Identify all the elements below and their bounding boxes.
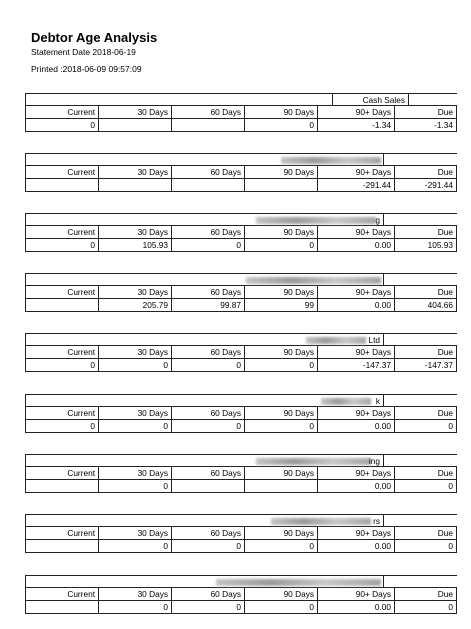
column-header-row bbox=[25, 407, 457, 420]
value-cell: 0 bbox=[245, 601, 318, 613]
debtor-name-fragment: ing bbox=[368, 456, 380, 466]
column-header-row bbox=[25, 106, 457, 119]
debtor-block bbox=[25, 273, 457, 312]
value-row bbox=[25, 239, 457, 252]
value-row bbox=[25, 359, 457, 372]
redaction-blur bbox=[271, 518, 371, 525]
column-header: 60 Days bbox=[172, 588, 245, 600]
value-cell: 0.00 bbox=[318, 601, 395, 613]
column-header: 90+ Days bbox=[318, 588, 395, 600]
column-header: Due bbox=[395, 346, 457, 358]
value-cell: 0 bbox=[245, 420, 318, 432]
redaction-blur bbox=[256, 217, 376, 224]
value-cell: -1.34 bbox=[318, 119, 395, 131]
debtor-name-fragment: Ltd bbox=[368, 335, 380, 345]
value-cell: 0 bbox=[245, 239, 318, 251]
value-cell: 404.66 bbox=[395, 299, 457, 311]
column-header: Current bbox=[26, 106, 99, 118]
debtor-block bbox=[25, 514, 457, 553]
printed-timestamp: Printed :2018-06-09 09:57:09 bbox=[31, 64, 142, 74]
value-cell: 0 bbox=[99, 480, 172, 492]
value-cell bbox=[26, 540, 99, 552]
column-header: 90 Days bbox=[245, 226, 318, 238]
debtor-block bbox=[25, 454, 457, 493]
column-header: 30 Days bbox=[99, 166, 172, 178]
value-cell bbox=[26, 299, 99, 311]
debtor-name-redacted bbox=[26, 455, 384, 466]
column-header-row bbox=[25, 588, 457, 601]
value-cell bbox=[172, 480, 245, 492]
debtor-name-fragment: k bbox=[375, 396, 380, 406]
column-header: 30 Days bbox=[99, 407, 172, 419]
redaction-blur bbox=[256, 458, 371, 465]
column-header: 90+ Days bbox=[318, 407, 395, 419]
value-cell: 0.00 bbox=[318, 239, 395, 251]
value-cell: 0.00 bbox=[318, 299, 395, 311]
column-header: 60 Days bbox=[172, 527, 245, 539]
value-cell: 0 bbox=[26, 359, 99, 371]
column-header: 90+ Days bbox=[318, 106, 395, 118]
value-cell: 0 bbox=[99, 540, 172, 552]
redaction-blur bbox=[281, 157, 381, 164]
column-header: Current bbox=[26, 226, 99, 238]
redaction-blur bbox=[321, 398, 371, 405]
debtor-block bbox=[25, 333, 457, 372]
debtor-name-fragment: g bbox=[375, 215, 380, 225]
column-header: Due bbox=[395, 226, 457, 238]
value-cell bbox=[99, 179, 172, 191]
column-header: 90+ Days bbox=[318, 467, 395, 479]
debtor-name-row bbox=[25, 394, 457, 407]
column-header-row bbox=[25, 346, 457, 359]
column-header: 30 Days bbox=[99, 226, 172, 238]
column-header: Due bbox=[395, 286, 457, 298]
debtor-name-redacted bbox=[26, 214, 384, 225]
redaction-blur bbox=[246, 277, 381, 284]
column-header: 90 Days bbox=[245, 467, 318, 479]
column-header: 60 Days bbox=[172, 346, 245, 358]
column-header: 60 Days bbox=[172, 407, 245, 419]
debtor-name-redacted bbox=[26, 515, 384, 526]
debtor-name-row bbox=[25, 454, 457, 467]
debtor-name: Cash Sales bbox=[332, 94, 409, 105]
name-row-spacer bbox=[26, 94, 332, 105]
column-header-row bbox=[25, 286, 457, 299]
debtor-name-fragment: rs bbox=[373, 516, 380, 526]
column-header-row bbox=[25, 527, 457, 540]
column-header: 90+ Days bbox=[318, 346, 395, 358]
redaction-blur bbox=[306, 337, 366, 344]
debtor-block bbox=[25, 93, 457, 132]
value-cell: -147.37 bbox=[318, 359, 395, 371]
column-header: Current bbox=[26, 527, 99, 539]
value-cell: 0.00 bbox=[318, 480, 395, 492]
debtor-name-row bbox=[25, 93, 457, 106]
value-cell bbox=[245, 179, 318, 191]
column-header: Current bbox=[26, 346, 99, 358]
column-header: 30 Days bbox=[99, 286, 172, 298]
column-header: 90+ Days bbox=[318, 226, 395, 238]
debtor-name-redacted bbox=[26, 334, 384, 345]
value-cell bbox=[245, 480, 318, 492]
column-header: Current bbox=[26, 467, 99, 479]
value-row bbox=[25, 540, 457, 553]
value-cell: 0 bbox=[395, 540, 457, 552]
value-cell: 99.87 bbox=[172, 299, 245, 311]
column-header: Due bbox=[395, 467, 457, 479]
value-cell: 0 bbox=[395, 420, 457, 432]
value-cell: 0.00 bbox=[318, 420, 395, 432]
value-cell bbox=[26, 179, 99, 191]
value-cell: -291.44 bbox=[318, 179, 395, 191]
debtor-name-row bbox=[25, 213, 457, 226]
value-row bbox=[25, 480, 457, 493]
value-cell: 0 bbox=[26, 239, 99, 251]
value-row bbox=[25, 420, 457, 433]
debtor-block bbox=[25, 575, 457, 614]
column-header: Due bbox=[395, 527, 457, 539]
debtor-name-redacted bbox=[26, 576, 384, 587]
debtor-name-redacted bbox=[26, 395, 384, 406]
column-header: Current bbox=[26, 166, 99, 178]
column-header: 60 Days bbox=[172, 226, 245, 238]
column-header: 90 Days bbox=[245, 346, 318, 358]
value-cell: 0 bbox=[172, 239, 245, 251]
column-header-row bbox=[25, 467, 457, 480]
statement-date: Statement Date 2018-06-19 bbox=[31, 47, 136, 57]
column-header: 90+ Days bbox=[318, 527, 395, 539]
value-cell: 0 bbox=[172, 359, 245, 371]
value-cell: 0.00 bbox=[318, 540, 395, 552]
value-cell: 0 bbox=[172, 540, 245, 552]
value-cell: 0 bbox=[245, 119, 318, 131]
column-header: Current bbox=[26, 588, 99, 600]
column-header: 90 Days bbox=[245, 166, 318, 178]
value-cell: 0 bbox=[99, 601, 172, 613]
value-cell: 0 bbox=[395, 480, 457, 492]
value-cell: 0 bbox=[395, 601, 457, 613]
column-header: 60 Days bbox=[172, 166, 245, 178]
report-title: Debtor Age Analysis bbox=[31, 30, 158, 45]
column-header: 30 Days bbox=[99, 346, 172, 358]
value-cell: 0 bbox=[245, 359, 318, 371]
column-header: 30 Days bbox=[99, 106, 172, 118]
column-header: Due bbox=[395, 106, 457, 118]
value-row bbox=[25, 299, 457, 312]
column-header: Due bbox=[395, 588, 457, 600]
debtor-name-row bbox=[25, 333, 457, 346]
column-header: Current bbox=[26, 286, 99, 298]
column-header: 90 Days bbox=[245, 407, 318, 419]
column-header: 30 Days bbox=[99, 527, 172, 539]
value-cell: 0 bbox=[26, 420, 99, 432]
value-cell: 0 bbox=[26, 119, 99, 131]
redaction-blur bbox=[216, 579, 381, 586]
value-cell: -147.37 bbox=[395, 359, 457, 371]
value-cell: -291.44 bbox=[395, 179, 457, 191]
debtor-block bbox=[25, 213, 457, 252]
value-cell: 105.93 bbox=[99, 239, 172, 251]
column-header: 90 Days bbox=[245, 106, 318, 118]
column-header: Current bbox=[26, 407, 99, 419]
column-header: Due bbox=[395, 407, 457, 419]
column-header: 30 Days bbox=[99, 467, 172, 479]
column-header: 60 Days bbox=[172, 286, 245, 298]
column-header: 90 Days bbox=[245, 527, 318, 539]
value-cell bbox=[26, 601, 99, 613]
value-cell: 105.93 bbox=[395, 239, 457, 251]
column-header: Due bbox=[395, 166, 457, 178]
debtor-name-row bbox=[25, 575, 457, 588]
value-cell: 0 bbox=[99, 420, 172, 432]
value-cell: 0 bbox=[245, 540, 318, 552]
value-cell: 99 bbox=[245, 299, 318, 311]
column-header: 60 Days bbox=[172, 106, 245, 118]
debtor-name-row bbox=[25, 153, 457, 166]
value-cell bbox=[172, 179, 245, 191]
column-header: 60 Days bbox=[172, 467, 245, 479]
column-header: 90+ Days bbox=[318, 286, 395, 298]
column-header-row bbox=[25, 226, 457, 239]
column-header: 30 Days bbox=[99, 588, 172, 600]
value-cell: 0 bbox=[172, 420, 245, 432]
value-cell: 0 bbox=[172, 601, 245, 613]
value-cell bbox=[99, 119, 172, 131]
debtor-name-row bbox=[25, 514, 457, 527]
value-cell: 205.79 bbox=[99, 299, 172, 311]
value-cell bbox=[172, 119, 245, 131]
debtor-name-redacted bbox=[26, 274, 384, 285]
column-header: 90 Days bbox=[245, 286, 318, 298]
value-cell bbox=[26, 480, 99, 492]
debtor-name-row bbox=[25, 273, 457, 286]
column-header: 90+ Days bbox=[318, 166, 395, 178]
value-cell: 0 bbox=[99, 359, 172, 371]
value-row bbox=[25, 179, 457, 192]
debtor-block bbox=[25, 394, 457, 433]
value-cell: -1.34 bbox=[395, 119, 457, 131]
value-row bbox=[25, 601, 457, 614]
column-header: 90 Days bbox=[245, 588, 318, 600]
value-row bbox=[25, 119, 457, 132]
column-header-row bbox=[25, 166, 457, 179]
debtor-block bbox=[25, 153, 457, 192]
debtor-name-redacted bbox=[26, 154, 384, 165]
